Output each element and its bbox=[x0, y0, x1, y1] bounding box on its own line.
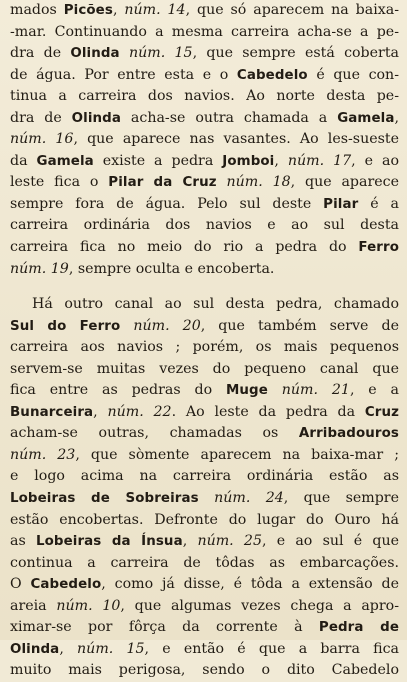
text-line bbox=[10, 129, 399, 151]
text-segment: de água. Por entre esta e o bbox=[10, 66, 237, 83]
text-segment: , bbox=[112, 2, 125, 18]
text-segment: e logo acima na carreira ordinária estão as bbox=[10, 468, 399, 485]
place-name: Cruz bbox=[364, 404, 399, 420]
text-line bbox=[10, 215, 399, 237]
text-segment: , que algumas vezes chega a apro- bbox=[120, 597, 399, 614]
text-segment: Há outro canal ao sul desta pedra, chamado bbox=[32, 296, 399, 313]
text-line bbox=[10, 108, 399, 130]
text-segment: carreira fica no meio do rio a pedra do bbox=[10, 239, 359, 256]
text-segment: carreira aos navios ; porém, os mais pequenos bbox=[10, 339, 399, 356]
reference-number: núm. 16 bbox=[10, 131, 74, 148]
text-segment: , bbox=[182, 533, 198, 550]
reference-number: núm. 20 bbox=[133, 317, 201, 334]
reference-number: núm. 24 bbox=[214, 490, 284, 507]
book-page bbox=[10, 0, 399, 682]
text-segment: , como já disse, é tôda a extensão de bbox=[101, 576, 399, 593]
reference-number: núm. 15 bbox=[77, 640, 145, 657]
reference-number: núm. 22 bbox=[107, 403, 172, 420]
text-line bbox=[10, 22, 399, 44]
text-segment: , e então é que a barra fica bbox=[144, 640, 399, 657]
place-name: Ferro bbox=[358, 240, 399, 256]
text-segment: , que aparece bbox=[290, 174, 399, 191]
reference-number: núm. 23 bbox=[10, 446, 76, 463]
text-segment: continua a carreira de tôdas as embarcações. bbox=[10, 554, 399, 571]
text-segment: as bbox=[10, 533, 36, 550]
text-segment: areia bbox=[10, 597, 57, 614]
reference-number: núm. 17 bbox=[287, 152, 352, 169]
text-segment: , que só aparecem na baixa- bbox=[185, 2, 399, 18]
place-name: Pilar da Cruz bbox=[108, 175, 217, 191]
text-line bbox=[10, 660, 399, 682]
text-segment: , e ao bbox=[351, 152, 399, 169]
text-segment: , e ao sul é que bbox=[261, 533, 399, 550]
place-name: Pedra de bbox=[318, 620, 399, 636]
text-segment: -mar. Continuando a mesma carreira acha-se a pe- bbox=[10, 23, 399, 40]
paragraph bbox=[10, 0, 399, 280]
reference-number: núm. 15 bbox=[129, 45, 193, 62]
place-name: Pilar bbox=[323, 196, 359, 212]
reference-number: núm. 10 bbox=[56, 597, 121, 614]
reference-number: núm. 19 bbox=[10, 260, 69, 277]
text-line bbox=[10, 194, 399, 216]
text-segment: é que con- bbox=[307, 66, 399, 83]
text-segment: , que sempre está coberta bbox=[192, 45, 399, 62]
place-name: Lobeiras da Ínsua bbox=[35, 534, 183, 550]
text-line bbox=[10, 553, 399, 575]
text-segment bbox=[120, 45, 129, 61]
place-name: Olinda bbox=[70, 46, 120, 62]
reference-number: núm. 18 bbox=[226, 174, 291, 191]
reference-number: núm. 14 bbox=[124, 2, 186, 18]
place-name: Cabedelo bbox=[236, 67, 308, 83]
text-line bbox=[10, 380, 399, 402]
text-line bbox=[10, 172, 399, 194]
text-segment: carreira ordinária dos navios e ao sul desta bbox=[10, 217, 399, 234]
place-name: Gamela bbox=[36, 153, 94, 169]
place-name: Arribadouros bbox=[298, 426, 399, 442]
text-line bbox=[10, 402, 399, 424]
reference-number: núm. 21 bbox=[281, 382, 350, 399]
place-name: Sul do Ferro bbox=[10, 318, 121, 334]
text-segment: , bbox=[274, 152, 288, 169]
text-line bbox=[10, 445, 399, 467]
text-segment: , que sòmente aparecem na baixa-mar ; bbox=[75, 446, 399, 463]
text-line bbox=[10, 617, 399, 639]
text-segment: dra de bbox=[10, 109, 72, 126]
text-segment: , que sempre bbox=[283, 490, 399, 507]
text-segment: sempre fora de água. Pelo sul deste bbox=[10, 195, 324, 212]
text-line bbox=[10, 596, 399, 618]
text-segment bbox=[217, 174, 227, 190]
text-line bbox=[10, 639, 399, 661]
text-segment: muito mais perigosa, sendo o dito Cabedelo bbox=[10, 662, 399, 679]
place-name: Bunarceira bbox=[10, 404, 94, 420]
text-segment: estão encobertas. Defronte do lugar do Ouro há bbox=[10, 511, 399, 528]
text-segment: é a bbox=[358, 195, 399, 212]
reference-number: núm. 25 bbox=[197, 533, 262, 550]
place-name: Cabedelo bbox=[30, 577, 102, 593]
text-segment: O bbox=[10, 576, 31, 593]
text-line bbox=[10, 151, 399, 173]
text-line bbox=[10, 43, 399, 65]
text-line bbox=[10, 423, 399, 445]
text-segment: leste fica o bbox=[10, 174, 109, 191]
text-line bbox=[10, 65, 399, 87]
text-line bbox=[10, 259, 399, 281]
text-segment bbox=[268, 382, 282, 398]
text-segment: , bbox=[394, 109, 399, 126]
text-segment: da bbox=[10, 152, 37, 169]
text-line bbox=[10, 337, 399, 359]
text-segment: acham-se outras, chamadas os bbox=[10, 425, 299, 442]
text-segment: acha-se outra chamada a bbox=[121, 109, 338, 126]
text-segment: , e a bbox=[349, 382, 399, 399]
text-line bbox=[10, 294, 399, 316]
text-segment: dra de bbox=[10, 45, 71, 62]
place-name: Muge bbox=[225, 383, 268, 399]
text-segment: , que aparece nas vasantes. Ao les-sueste bbox=[73, 131, 399, 148]
text-line bbox=[10, 531, 399, 553]
text-segment: existe a pedra bbox=[93, 152, 223, 169]
text-line bbox=[10, 359, 399, 381]
text-line bbox=[10, 488, 399, 510]
text-segment: , sempre oculta e encoberta. bbox=[68, 260, 275, 277]
place-name: Gamela bbox=[337, 110, 395, 126]
text-segment: , bbox=[59, 640, 78, 657]
text-line bbox=[10, 86, 399, 108]
text-segment: servem-se muitas vezes do pequeno canal que bbox=[10, 360, 399, 377]
text-line bbox=[10, 466, 399, 488]
place-name: Lobeiras de Sobreiras bbox=[10, 491, 199, 507]
text-segment bbox=[199, 490, 214, 506]
place-name: Olinda bbox=[10, 641, 60, 657]
text-line bbox=[10, 237, 399, 259]
text-segment: mados bbox=[10, 2, 64, 18]
text-segment: fica entre as pedras do bbox=[10, 382, 226, 399]
text-segment: , bbox=[93, 403, 108, 420]
text-line bbox=[10, 0, 399, 22]
text-segment bbox=[120, 318, 133, 334]
place-name: Picões bbox=[63, 3, 113, 18]
text-segment: , que também serve de bbox=[200, 317, 399, 334]
text-segment: tinua a carreira dos navios. Ao norte desta pe- bbox=[10, 88, 399, 105]
text-line bbox=[10, 316, 399, 338]
place-name: Jomboi bbox=[222, 153, 275, 169]
paragraph bbox=[10, 294, 399, 682]
text-line bbox=[10, 574, 399, 596]
text-segment: ximar-se por fôrça da corrente à bbox=[10, 619, 319, 636]
text-segment: . Ao leste da pedra da bbox=[171, 403, 365, 420]
text-line bbox=[10, 510, 399, 532]
place-name: Olinda bbox=[71, 110, 121, 126]
